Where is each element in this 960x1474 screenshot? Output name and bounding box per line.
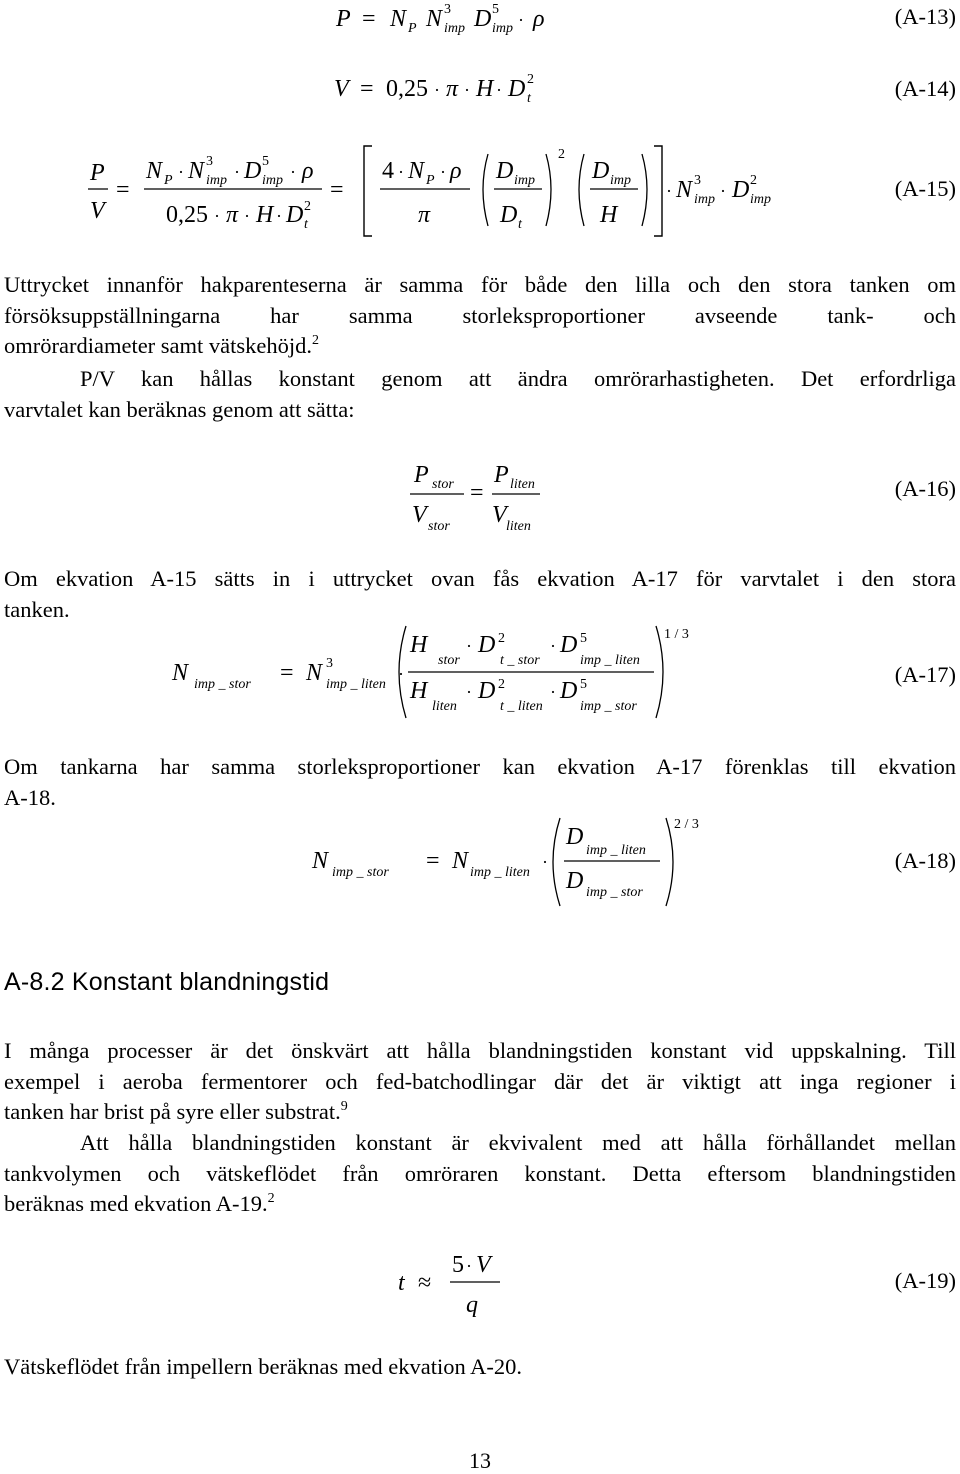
text-line: tankvolymen och vätskeflödet från omröraren konstant. Detta eftersom blandningstiden	[4, 1160, 956, 1186]
svg-text:2: 2	[527, 72, 534, 87]
svg-text:N: N	[306, 660, 323, 686]
svg-text:N: N	[408, 158, 425, 184]
svg-text:D: D	[732, 177, 750, 203]
svg-text:P: P	[164, 173, 173, 188]
svg-text:imp _ stor: imp _ stor	[194, 677, 251, 692]
svg-text:imp: imp	[610, 173, 631, 188]
svg-text:3: 3	[326, 656, 333, 671]
equation-number: (A-15)	[894, 176, 956, 201]
text-line: Vätskeflödet från impellern beräknas med ekvation A-20.	[4, 1354, 522, 1379]
svg-text:=: =	[116, 177, 130, 203]
svg-text:=: =	[470, 480, 484, 506]
svg-text:N: N	[146, 158, 163, 184]
svg-text:V: V	[334, 76, 349, 102]
text-line: varvtalet kan beräknas genom att sätta:	[4, 396, 355, 422]
svg-text:t _ liten: t _ liten	[500, 699, 543, 714]
svg-text:D: D	[566, 824, 584, 850]
paragraph	[4, 564, 956, 625]
svg-text:·: ·	[550, 682, 556, 702]
svg-text:P: P	[336, 6, 351, 32]
svg-text:·: ·	[464, 80, 470, 100]
svg-text:·: ·	[290, 162, 296, 182]
equation-a15	[86, 140, 786, 240]
svg-text:D: D	[286, 202, 304, 228]
svg-text:P: P	[408, 21, 417, 36]
text-line: tanken.	[4, 596, 70, 622]
svg-text:=: =	[280, 660, 294, 686]
svg-text:D: D	[500, 202, 518, 228]
svg-text:imp _ liten: imp _ liten	[470, 865, 530, 880]
reference-number: 2	[267, 1191, 275, 1206]
equation-number: (A-18)	[894, 848, 956, 873]
svg-text:ρ: ρ	[302, 158, 314, 184]
svg-text:imp: imp	[206, 173, 227, 188]
svg-text:imp: imp	[514, 173, 535, 188]
svg-text:2: 2	[558, 147, 565, 162]
equation-a19	[396, 1244, 536, 1334]
svg-text:·: ·	[496, 80, 502, 100]
svg-text:N: N	[390, 6, 407, 32]
paragraph	[4, 270, 956, 362]
svg-text:H: H	[256, 202, 274, 228]
paragraph	[4, 364, 956, 425]
svg-text:D: D	[478, 632, 496, 658]
svg-text:D: D	[508, 76, 526, 102]
svg-text:N: N	[172, 660, 189, 686]
svg-text:liten: liten	[432, 699, 457, 714]
svg-text:N: N	[676, 177, 693, 203]
svg-text:3: 3	[694, 173, 701, 188]
svg-text:5: 5	[492, 2, 499, 17]
svg-text:·: ·	[178, 162, 184, 182]
equation-a16	[408, 452, 568, 542]
svg-text:imp _ stor: imp _ stor	[580, 699, 637, 714]
svg-text:·: ·	[398, 162, 404, 182]
svg-text:H: H	[410, 632, 428, 658]
svg-text:imp: imp	[262, 173, 283, 188]
svg-text:=: =	[330, 177, 344, 203]
svg-text:2: 2	[498, 677, 505, 692]
text-line: A-18.	[4, 784, 56, 810]
svg-text:N: N	[426, 6, 443, 32]
svg-text:·: ·	[466, 682, 472, 702]
svg-text:=: =	[360, 76, 374, 102]
svg-text:imp _ stor: imp _ stor	[332, 865, 389, 880]
svg-text:·: ·	[398, 664, 404, 684]
svg-text:D: D	[560, 678, 578, 704]
svg-text:·: ·	[244, 206, 250, 226]
text-line: Uttrycket innanför hakparenteserna är samma för både den lilla och den stora tanken om	[4, 272, 956, 297]
equation-a14	[330, 70, 590, 110]
svg-text:P: P	[414, 462, 429, 488]
svg-text:V: V	[412, 502, 427, 528]
svg-text:≈: ≈	[418, 1270, 432, 1296]
svg-text:·: ·	[234, 162, 240, 182]
svg-text:imp: imp	[444, 21, 465, 36]
text-line: I många processer är det önskvärt att hålla blandningstiden konstant vid uppskalning. Till	[4, 1038, 956, 1063]
text-line: försöksuppställningarna har samma storleksproportioner avseende tank- och	[4, 302, 956, 328]
svg-text:5: 5	[580, 631, 587, 646]
equation-a18	[310, 812, 730, 912]
svg-text:D: D	[560, 632, 578, 658]
text-line: exempel i aeroba fermentorer och fed-batchodlingar där det är viktigt att inga regioner i	[4, 1068, 956, 1094]
section-heading: A-8.2 Konstant blandningstid	[4, 968, 330, 996]
svg-text:imp _ liten: imp _ liten	[586, 843, 646, 858]
svg-text:imp: imp	[492, 21, 513, 36]
svg-text:π: π	[418, 202, 431, 228]
svg-text:·: ·	[434, 80, 440, 100]
svg-text:H: H	[476, 76, 494, 102]
equation-a17	[170, 620, 730, 730]
text-fragment: omrörardiameter samt vätskehöjd.	[4, 333, 313, 358]
svg-text:·: ·	[466, 636, 472, 656]
svg-text:imp: imp	[750, 192, 771, 207]
svg-text:2: 2	[750, 173, 757, 188]
svg-text:D: D	[566, 868, 584, 894]
svg-text:t: t	[518, 217, 522, 232]
svg-text:imp: imp	[694, 192, 715, 207]
svg-text:0,25: 0,25	[386, 76, 428, 102]
text-line: P/V kan hållas konstant genom att ändra omrörarhastigheten. Det erfordrliga	[80, 366, 956, 391]
text-line	[4, 1189, 956, 1220]
svg-text:·: ·	[276, 206, 282, 226]
svg-text:·: ·	[666, 181, 672, 201]
paragraph	[4, 1128, 956, 1220]
text-line	[4, 1097, 956, 1128]
equation-number: (A-17)	[894, 662, 956, 687]
svg-text:π: π	[446, 76, 459, 102]
svg-text:=: =	[362, 6, 376, 32]
svg-text:5: 5	[262, 154, 269, 169]
svg-text:·: ·	[720, 181, 726, 201]
svg-text:0,25: 0,25	[166, 202, 208, 228]
svg-text:q: q	[466, 1292, 478, 1318]
text-fragment: beräknas med ekvation A-19.	[4, 1191, 268, 1216]
text-line: Om tankarna har samma storleksproportioner kan ekvation A-17 förenklas till ekvation	[4, 754, 956, 779]
svg-text:·: ·	[466, 1256, 472, 1276]
svg-text:1 / 3: 1 / 3	[664, 627, 689, 642]
reference-number: 2	[312, 333, 320, 348]
svg-text:·: ·	[214, 206, 220, 226]
svg-text:liten: liten	[510, 477, 535, 492]
svg-text:5: 5	[452, 1252, 464, 1278]
svg-text:2: 2	[498, 631, 505, 646]
svg-text:H: H	[600, 202, 618, 228]
text-line	[4, 331, 956, 362]
svg-text:V: V	[90, 198, 105, 224]
svg-text:3: 3	[444, 2, 451, 17]
svg-text:2: 2	[304, 199, 311, 214]
svg-text:t _ stor: t _ stor	[500, 653, 540, 668]
svg-text:imp _ stor: imp _ stor	[586, 885, 643, 900]
svg-text:imp _ liten: imp _ liten	[580, 653, 640, 668]
svg-text:P: P	[90, 160, 105, 186]
equation-a13	[330, 0, 590, 40]
svg-text:imp _ liten: imp _ liten	[326, 677, 386, 692]
svg-text:stor: stor	[428, 519, 450, 534]
svg-text:3: 3	[206, 154, 213, 169]
svg-text:N: N	[312, 848, 329, 874]
svg-text:stor: stor	[438, 653, 460, 668]
svg-text:D: D	[496, 158, 514, 184]
reference-number: 9	[340, 1099, 348, 1114]
paragraph	[4, 1036, 956, 1128]
text-line: Om ekvation A-15 sätts in i uttrycket ovan fås ekvation A-17 för varvtalet i den stora	[4, 566, 956, 591]
svg-text:N: N	[452, 848, 469, 874]
svg-text:D: D	[478, 678, 496, 704]
svg-text:t: t	[304, 217, 308, 232]
svg-text:stor: stor	[432, 477, 454, 492]
svg-text:ρ: ρ	[450, 158, 462, 184]
svg-text:t: t	[398, 1270, 405, 1296]
svg-text:V: V	[492, 502, 507, 528]
paragraph	[4, 752, 956, 813]
svg-text:ρ: ρ	[533, 6, 545, 32]
svg-text:4: 4	[382, 158, 394, 184]
svg-text:D: D	[244, 158, 262, 184]
text-fragment: tanken har brist på syre eller substrat.	[4, 1099, 341, 1124]
equation-number: (A-13)	[894, 4, 956, 29]
svg-text:P: P	[494, 462, 509, 488]
equation-number: (A-19)	[894, 1268, 956, 1293]
paragraph	[4, 1352, 956, 1383]
svg-text:D: D	[474, 6, 492, 32]
svg-text:π: π	[226, 202, 239, 228]
svg-text:liten: liten	[506, 519, 531, 534]
svg-text:P: P	[426, 173, 435, 188]
svg-text:=: =	[426, 848, 440, 874]
svg-text:H: H	[410, 678, 428, 704]
equation-number: (A-16)	[894, 476, 956, 501]
svg-text:5: 5	[580, 677, 587, 692]
text-line: Att hålla blandningstiden konstant är ekvivalent med att hålla förhållandet mellan	[80, 1130, 956, 1155]
svg-text:D: D	[592, 158, 610, 184]
svg-text:t: t	[527, 91, 531, 106]
page-number: 13	[469, 1448, 491, 1473]
equation-number: (A-14)	[894, 76, 956, 101]
svg-text:·: ·	[440, 162, 446, 182]
svg-text:·: ·	[542, 852, 548, 872]
svg-text:·: ·	[550, 636, 556, 656]
svg-text:V: V	[476, 1252, 491, 1278]
svg-text:2 / 3: 2 / 3	[674, 817, 699, 832]
svg-text:N: N	[188, 158, 205, 184]
svg-text:·: ·	[518, 10, 524, 30]
